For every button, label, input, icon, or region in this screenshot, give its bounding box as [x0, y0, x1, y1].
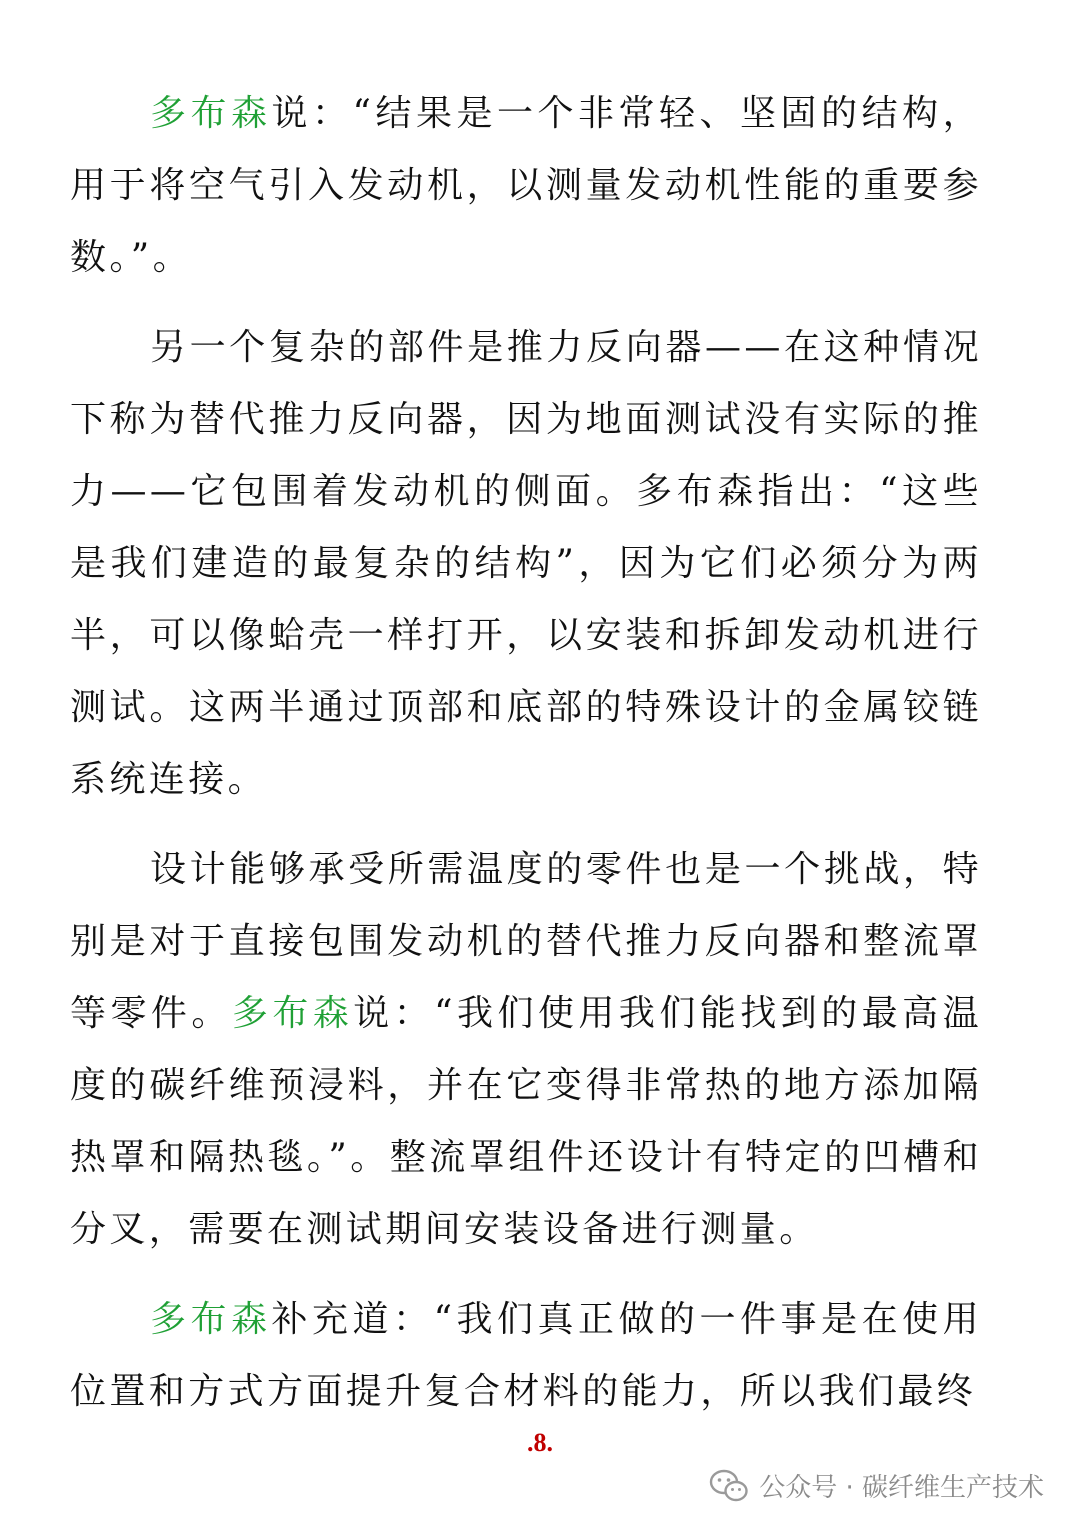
speaker-name: 多布森 — [150, 93, 272, 134]
speaker-name: 多布森 — [231, 993, 354, 1034]
wechat-icon — [709, 1469, 749, 1503]
paragraph-text: 说：“我们使用我们能找到的最高温度的碳纤维预浸料，并在它变得非常热的地方添加隔热罩和隔热毯。”。整流罩组件还设计有特定的凹槽和分叉，需要在测试期间安装设备进行测量。 — [70, 993, 982, 1250]
watermark — [709, 1467, 1044, 1504]
paragraph-4 — [70, 1284, 982, 1428]
paragraph-1 — [70, 78, 982, 294]
page-number: .8. — [527, 1428, 553, 1457]
paragraph-text: 补充道：“我们真正做的一件事是在使用位置和方式方面提升复合材料的能力，所以我们最终 — [70, 1299, 982, 1412]
paragraph-text: 另一个复杂的部件是推力反向器——在这种情况下称为替代推力反向器，因为地面测试没有实际的推力——它包围着发动机的侧面。多布森指出：“这些是我们建造的最复杂的结构”，因为它们必须分为两半，可以像蛤壳一样打开，以安装和拆卸发动机进行测试。这两半通过顶部和底部的特殊设计的金属铰链系统连接。 — [70, 327, 982, 800]
speaker-name: 多布森 — [150, 1299, 272, 1340]
watermark-text: 公众号 · 碳纤维生产技术 — [759, 1473, 1044, 1503]
article-body — [70, 78, 982, 1446]
paragraph-2 — [70, 312, 982, 816]
paragraph-3 — [70, 834, 982, 1266]
paragraph-text: 说：“结果是一个非常轻、坚固的结构，用于将空气引入发动机，以测量发动机性能的重要参数。”。 — [70, 93, 982, 278]
paragraph-text-before: 设计能够承受所需温度的零件也是一个挑战，特别是对于直接包围发动机的替代推力反向器和整流罩等零件。 — [70, 849, 982, 1034]
